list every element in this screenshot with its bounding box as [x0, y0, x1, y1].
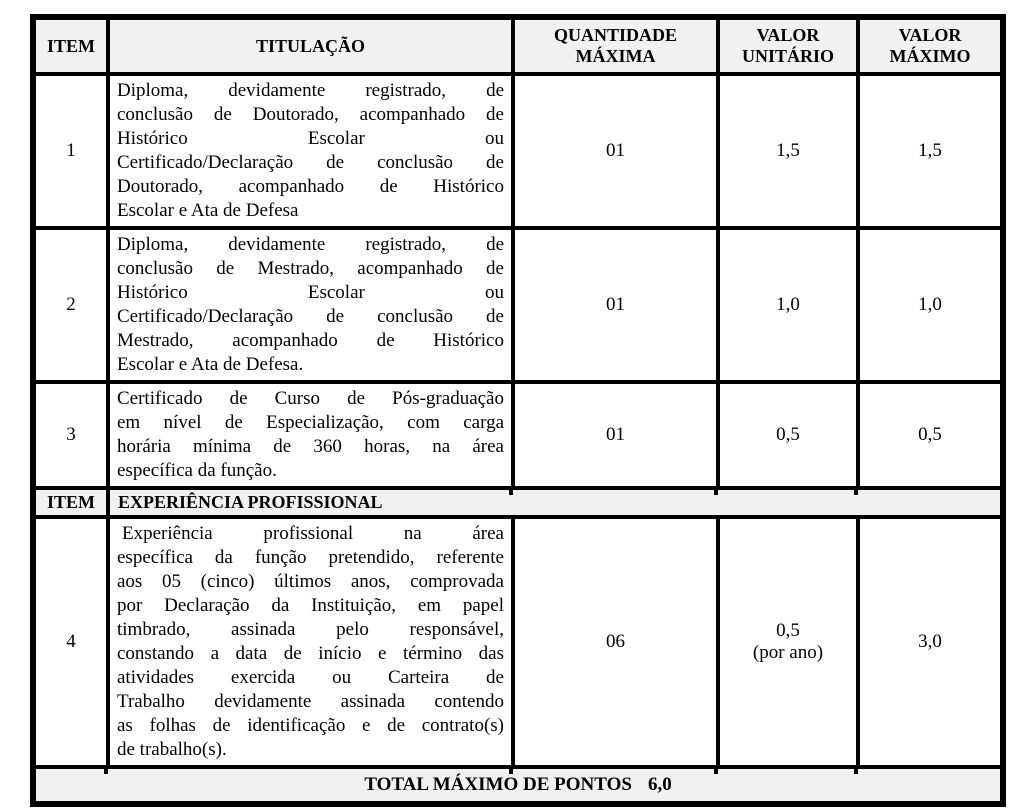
valor-maximo-value: 1,5 — [858, 74, 1003, 228]
total-label: TOTAL MÁXIMO DE PONTOS — [364, 774, 632, 796]
description-line: Diploma, devidamente registrado, de — [117, 234, 504, 256]
item-number: 2 — [33, 228, 108, 382]
item-number: 1 — [33, 74, 108, 228]
valor-maximo-value: 3,0 — [858, 517, 1003, 767]
valor-unitario-value: 0,5 — [718, 382, 858, 488]
description-line: Histórico Escolar ou — [117, 128, 504, 150]
item-number: 4 — [33, 517, 108, 767]
description-line: por Declaração da Instituição, em papel — [117, 595, 504, 617]
description-line: em nível de Especialização, com carga — [117, 412, 504, 434]
valor-unitario-value — [718, 517, 858, 767]
description-line: Certificado/Declaração de conclusão de — [117, 152, 504, 174]
titulacao-score-table — [30, 14, 1006, 807]
total-value: 6,0 — [647, 774, 672, 796]
description-line: conclusão de Mestrado, acompanhado de — [117, 258, 504, 280]
valor-maximo-value: 1,0 — [858, 228, 1003, 382]
description-line: específica da função pretendido, referente — [117, 547, 504, 569]
description-line: timbrado, assinada pelo responsável, — [117, 619, 504, 641]
valor-unitario-value: 1,5 — [718, 74, 858, 228]
description-line: Escolar e Ata de Defesa. — [117, 354, 304, 376]
description-line: Certificado/Declaração de conclusão de — [117, 306, 504, 328]
section-item-label: ITEM — [33, 488, 108, 517]
description-line: Trabalho devidamente assinada contendo — [117, 691, 504, 713]
border-tick — [854, 489, 858, 495]
quantidade-maxima-value: 01 — [513, 74, 718, 228]
item-number: 3 — [33, 382, 108, 488]
border-tick — [104, 768, 108, 774]
description-line: as folhas de identificação e de contrato(s) — [117, 715, 504, 737]
border-tick — [714, 489, 718, 495]
header-titulacao: TITULAÇÃO — [108, 17, 513, 74]
table-row — [33, 517, 1003, 767]
border-tick — [509, 489, 513, 495]
section-title-cell — [108, 488, 1003, 517]
titulacao-description — [108, 228, 513, 382]
description-line: constando a data de início e término das — [117, 643, 504, 665]
border-tick — [509, 768, 513, 774]
valor-unitario-number: 0,5 — [776, 620, 800, 642]
border-tick — [714, 768, 718, 774]
table-row — [33, 228, 1003, 382]
table-row — [33, 382, 1003, 488]
header-quantidade-maxima: QUANTIDADE MÁXIMA — [513, 17, 718, 74]
section-title: EXPERIÊNCIA PROFISSIONAL — [118, 492, 383, 513]
description-line: aos 05 (cinco) últimos anos, comprovada — [117, 571, 504, 593]
description-line: atividades exercida ou Carteira de — [117, 667, 504, 689]
header-valor-maximo: VALOR MÁXIMO — [858, 17, 1003, 74]
description-line: Diploma, devidamente registrado, de — [117, 80, 504, 102]
table-row — [33, 74, 1003, 228]
total-row — [33, 767, 1003, 804]
valor-maximo-value: 0,5 — [858, 382, 1003, 488]
quantidade-maxima-value: 01 — [513, 382, 718, 488]
description-line: Mestrado, acompanhado de Histórico — [117, 330, 504, 352]
description-line: específica da função. — [117, 460, 277, 482]
header-valor-unitario: VALOR UNITÁRIO — [718, 17, 858, 74]
table-header-row — [33, 17, 1003, 74]
valor-unitario-note: (por ano) — [752, 642, 824, 664]
description-line: conclusão de Doutorado, acompanhado de — [117, 104, 504, 126]
quantidade-maxima-value: 01 — [513, 228, 718, 382]
total-cell — [33, 767, 1003, 804]
header-item: ITEM — [33, 17, 108, 74]
description-line: Doutorado, acompanhado de Histórico — [117, 176, 504, 198]
description-line: Certificado de Curso de Pós-graduação — [117, 388, 504, 410]
titulacao-description — [108, 517, 513, 767]
valor-unitario-value: 1,0 — [718, 228, 858, 382]
border-tick — [854, 768, 858, 774]
description-line: Experiência profissional na área — [122, 523, 504, 545]
quantidade-maxima-value: 06 — [513, 517, 718, 767]
section-band-row — [33, 488, 1003, 517]
description-line: de trabalho(s). — [117, 739, 227, 761]
titulacao-description — [108, 382, 513, 488]
description-line: horária mínima de 360 horas, na área — [117, 436, 504, 458]
titulacao-description — [108, 74, 513, 228]
description-line: Histórico Escolar ou — [117, 282, 504, 304]
description-line: Escolar e Ata de Defesa — [117, 200, 299, 222]
